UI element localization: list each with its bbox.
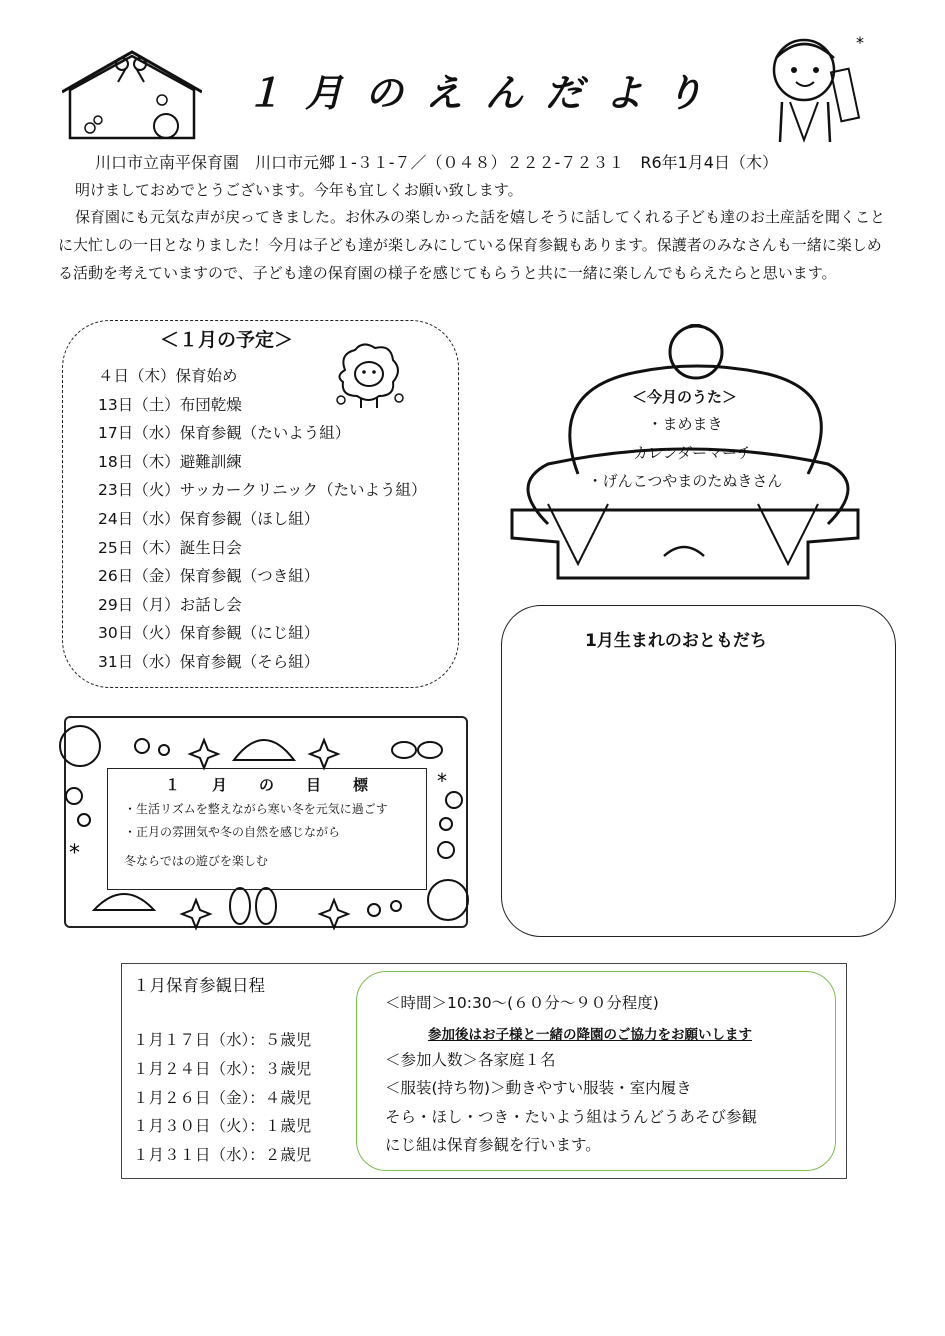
ema-plaque-illustration — [62, 48, 202, 144]
list-item: 29日（月）お話し会 — [98, 595, 242, 614]
list-item: １月３０日（火）：１歳児 — [133, 1117, 312, 1136]
svg-text:*: * — [69, 841, 80, 866]
intro-paragraph: 保育園にも元気な声が戻ってきました。お休みの楽しかった話を嬉しそうに話してくれる子ども達のお土産話を聞くことに大忙しの一日となりました！今月は子ども達が楽しみにしている保育参観もあります。保護者のみなさんも一緒に楽しめる活動を考えていますので、子ども達の保育園の様子を感じてもらうと共に一緒に楽しんでもらえたらと思います。 — [58, 208, 886, 282]
list-item: ・まめまき — [647, 415, 723, 433]
list-item: １月２６日（金）：４歳児 — [133, 1088, 312, 1107]
list-item: 17日（水）保育参観（たいよう組） — [98, 424, 351, 443]
goal-line-2: ・正月の雰囲気や冬の自然を感じながら — [124, 825, 341, 839]
song-title: ＜今月のうた＞ — [632, 388, 738, 406]
list-item: １月３１日（水）：２歳児 — [133, 1146, 312, 1165]
note-pickup-request: 参加後はお子様と一緒の降園のご協力をお願いします — [428, 1027, 752, 1043]
note-people: ＜参加人数＞各家庭１名 — [385, 1051, 556, 1069]
list-item: １月１７日（水）：５歳児 — [133, 1031, 312, 1049]
list-item: ４日（木）保育始め — [98, 367, 238, 385]
list-item: 30日（火）保育参観（にじ組） — [98, 624, 320, 643]
page-title: １月のえんだより — [245, 71, 726, 115]
list-item: 18日（木）避難訓練 — [98, 452, 242, 471]
song-list — [580, 410, 790, 496]
list-item: ・げんこつやまのたぬきさん — [587, 472, 783, 490]
svg-text:*: * — [437, 769, 447, 793]
list-item: 13日（土）布団乾燥 — [98, 395, 242, 414]
list-item: 31日（水）保育参観（そら組） — [98, 652, 320, 671]
note-niji: にじ組は保育参観を行います。 — [385, 1136, 601, 1154]
school-info-line: 川口市立南平保育園 川口市元郷１-３１-７／（０４８）２２２-７２３１ R6年1月4日（木） — [95, 153, 778, 172]
birthday-panel — [501, 605, 896, 937]
list-item: １月２４日（水）：３歳児 — [133, 1059, 312, 1078]
goal-line-1: ・生活リズムを整えながら寒い冬を元気に過ごす — [124, 802, 388, 816]
greeting-line: 明けましておめでとうございます。今年も宜しくお願い致します。 — [75, 181, 523, 199]
schedule-title: ＜１月の予定＞ — [160, 329, 294, 351]
observation-title: １月保育参観日程 — [133, 976, 265, 995]
list-item: 24日（水）保育参観（ほし組） — [98, 509, 320, 528]
observation-list — [133, 1026, 311, 1170]
goal-line-3: 冬ならではの遊びを楽しむ — [124, 854, 268, 868]
note-time: ＜時間＞10:30～(６０分～９０分程度) — [385, 994, 659, 1012]
note-activity: そら・ほし・つき・たいよう組はうんどうあそび参観 — [385, 1108, 758, 1126]
schedule-list — [98, 362, 427, 677]
list-item: 23日（火）サッカークリニック（たいよう組） — [98, 481, 427, 500]
goals-title: １月の目標 — [165, 776, 401, 794]
birthday-title: 1月生まれのおともだち — [585, 631, 767, 651]
child-holding-candy-illustration — [758, 30, 870, 144]
svg-text:*: * — [856, 33, 864, 52]
list-item: 26日（金）保育参観（つき組） — [98, 567, 320, 586]
note-clothes: ＜服装(持ち物)＞動きやすい服装・室内履き — [385, 1079, 692, 1097]
list-item: ・カレンダーマーチ — [617, 443, 753, 462]
list-item: 25日（木）誕生日会 — [98, 538, 242, 557]
